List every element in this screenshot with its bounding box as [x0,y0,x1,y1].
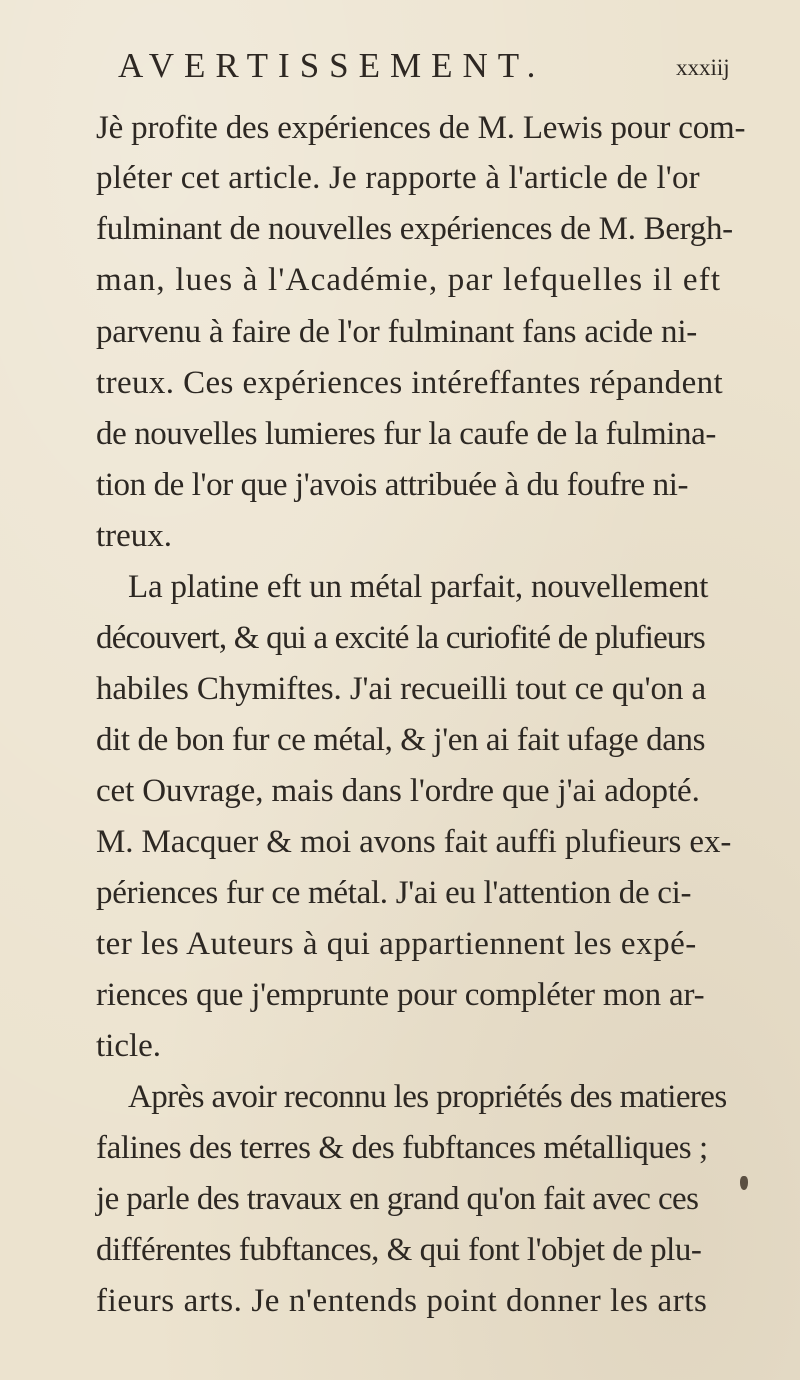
text-line: habiles Chymiftes. J'ai recueilli tout ce qu'on a [96,671,706,707]
text-line: de nouvelles lumieres fur la caufe de la fulmina- [96,416,716,452]
text-line: fulminant de nouvelles expériences de M. Bergh- [96,211,733,247]
text-line: périences fur ce métal. J'ai eu l'attention de ci- [96,875,692,911]
text-line: je parle des travaux en grand qu'on fait avec ces [96,1181,699,1217]
text-line: ter les Auteurs à qui appartiennent les expé- [96,926,697,962]
text-line: pléter cet article. Je rapporte à l'article de l'or [96,160,700,196]
text-line: treux. [96,518,173,554]
running-title: AVERTISSEMENT. [118,46,546,85]
page-number: xxxiij [676,55,730,80]
text-line: parvenu à faire de l'or fulminant fans acide ni- [96,314,698,350]
text-line: falines des terres & des fubftances métalliques ; [96,1130,708,1166]
text-line: M. Macquer & moi avons fait auffi plufieurs ex- [96,824,732,860]
ink-speck [740,1176,748,1190]
text-line: man, lues à l'Académie, par lefquelles il eft [96,262,722,298]
text-line: Après avoir reconnu les propriétés des matieres [128,1079,727,1115]
text-line: cet Ouvrage, mais dans l'ordre que j'ai adopté. [96,773,700,809]
text-line: Jè profite des expériences de M. Lewis pour com- [96,110,746,146]
text-line: riences que j'emprunte pour compléter mon ar- [96,977,705,1013]
text-line: ticle. [96,1028,162,1064]
text-line: différentes fubftances, & qui font l'objet de plu- [96,1232,702,1268]
text-line: La platine eft un métal parfait, nouvellement [128,569,709,605]
text-line: découvert, & qui a excité la curiofité de plufieurs [96,620,705,656]
text-line: fieurs arts. Je n'entends point donner les arts [96,1283,708,1319]
text-line: treux. Ces expériences intéreffantes répandent [96,365,724,401]
text-line: dit de bon fur ce métal, & j'en ai fait ufage dans [96,722,706,758]
text-line: tion de l'or que j'avois attribuée à du foufre ni- [96,467,689,503]
